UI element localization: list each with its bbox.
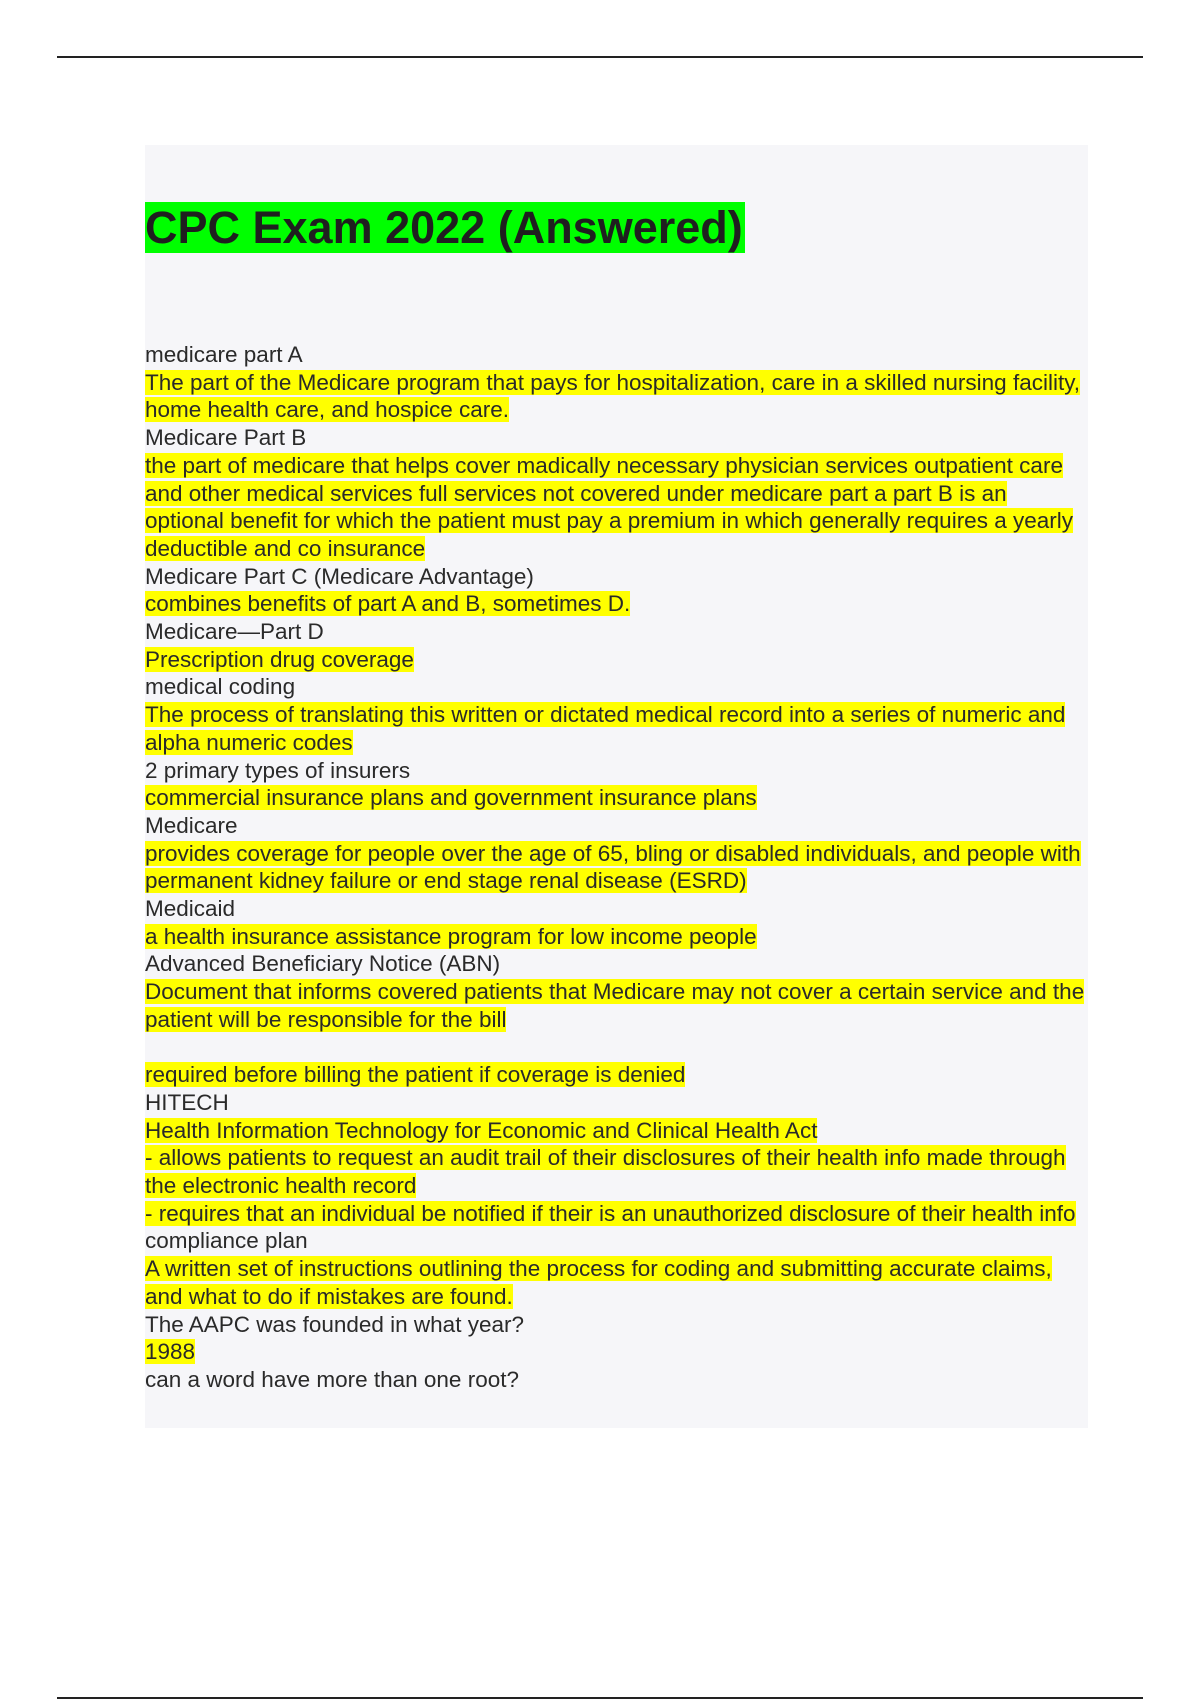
answer: Prescription drug coverage: [145, 646, 414, 672]
answer-bullet: - requires that an individual be notified if their is an unauthorized disclosure of their health info: [145, 1200, 1076, 1226]
term: HITECH: [145, 1089, 229, 1115]
term: medical coding: [145, 674, 296, 700]
document-title-text: CPC Exam 2022 (Answered): [145, 202, 743, 253]
term: 2 primary types of insurers: [145, 757, 411, 783]
answer: combines benefits of part A and B, sometimes D.: [145, 591, 631, 617]
answer: Health Information Technology for Economic and Clinical Health Act: [145, 1117, 818, 1143]
answer: provides coverage for people over the age of 65, bling or disabled individuals, and people with permanent kidney failure or end stage renal disease (ESRD): [145, 840, 1081, 894]
term: Medicaid: [145, 896, 236, 922]
answer: commercial insurance plans and government insurance plans: [145, 785, 757, 811]
top-rule: [57, 56, 1143, 58]
answer: Document that informs covered patients that Medicare may not cover a certain service and the patient will be responsible for the bill: [145, 979, 1085, 1032]
term: Medicare—Part D: [145, 619, 324, 645]
term: Medicare: [145, 812, 238, 838]
qa-list: [145, 341, 1090, 1394]
term: compliance plan: [145, 1228, 308, 1254]
term: Medicare Part B: [145, 425, 307, 451]
content-area: [145, 145, 1088, 1428]
term: can a word have more than one root?: [145, 1367, 519, 1392]
answer: 1988: [145, 1339, 196, 1365]
answer: The part of the Medicare program that pays for hospitalization, care in a skilled nursing facility, home health care, and hospice care.: [145, 369, 1081, 423]
term: The AAPC was founded in what year?: [145, 1311, 524, 1337]
document-title: [145, 201, 745, 255]
blank-line: [145, 1034, 1090, 1062]
answer: a health insurance assistance program for low income people: [145, 923, 757, 949]
term: Medicare Part C (Medicare Advantage): [145, 563, 534, 589]
answer: the part of medicare that helps cover madically necessary physician services outpatient care and other medical services full services not covered under medicare part a part B is an optional benefit for which the patient must pay a premium in which generally requires a yearly deductible and co insurance: [145, 452, 1073, 561]
bottom-rule: [57, 1697, 1143, 1699]
answer-continued: required before billing the patient if coverage is denied: [145, 1062, 686, 1088]
answer-bullet: - allows patients to request an audit trail of their disclosures of their health info made through the electronic health record: [145, 1145, 1066, 1199]
answer: The process of translating this written or dictated medical record into a series of numeric and alpha numeric codes: [145, 702, 1066, 755]
term: Advanced Beneficiary Notice (ABN): [145, 951, 501, 977]
term: medicare part A: [145, 342, 303, 367]
answer: A written set of instructions outlining the process for coding and submitting accurate claims, and what to do if mistakes are found.: [145, 1256, 1052, 1309]
